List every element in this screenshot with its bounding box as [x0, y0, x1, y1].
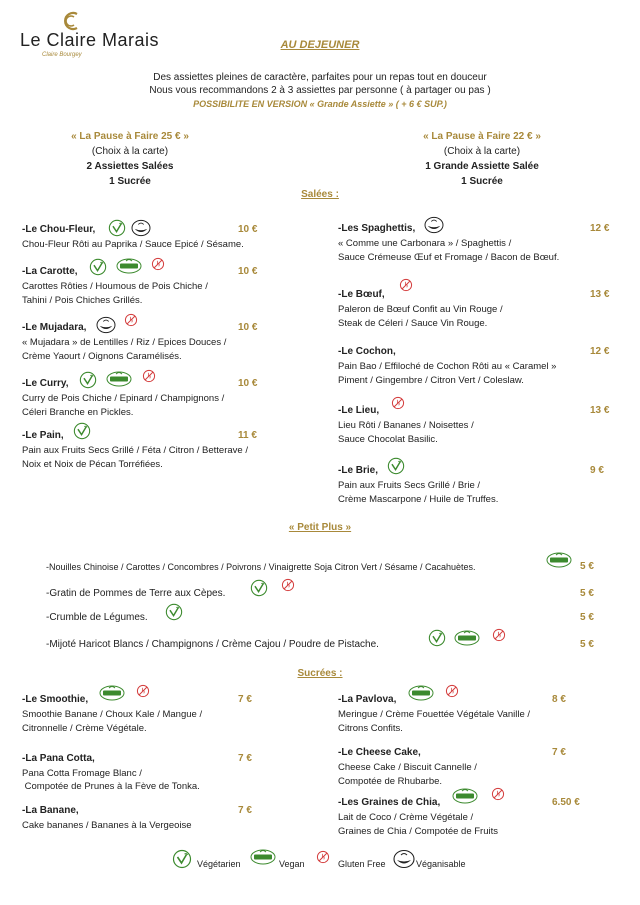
- pause-25-head: « La Pause à Faire 25 € »: [71, 131, 189, 142]
- veganisable-icon: [131, 219, 151, 237]
- pause-22-line2: 1 Sucrée: [461, 176, 503, 187]
- petit-plus-gratin-price: 5 €: [580, 588, 594, 599]
- legend-veganisable-label: Véganisable: [416, 859, 466, 869]
- petit-plus-gratin: -Gratin de Pommes de Terre aux Cèpes.: [46, 588, 226, 599]
- dessert-banane-desc-1: Cake bananes / Bananes à la Vergeoise: [22, 820, 192, 831]
- brand-name: Le Claire Marais: [20, 30, 160, 50]
- pause-22-line1: 1 Grande Assiette Salée: [425, 161, 539, 172]
- dessert-pana-cotta-desc-2: Compotée de Prunes à la Fève de Tonka.: [22, 781, 200, 792]
- dessert-cheese-cake-desc-2: Compotée de Rhubarbe.: [338, 776, 443, 787]
- veganisable-icon: [424, 216, 444, 234]
- dessert-banane-price: 7 €: [238, 805, 252, 816]
- vegan-icon: [116, 258, 142, 274]
- dish-cochon-price: 12 €: [590, 346, 610, 357]
- vegan-icon: [452, 788, 478, 804]
- dish-mujadara-desc-1: « Mujadara » de Lentilles / Riz / Epices Douces /: [22, 337, 227, 348]
- dish-brie-desc-2: Crème Mascarpone / Huile de Truffes.: [338, 494, 499, 505]
- vegetarian-icon: [73, 422, 91, 440]
- dessert-pana-cotta-desc-1: Pana Cotta Fromage Blanc /: [22, 768, 142, 779]
- pause-formula-22: [352, 129, 612, 189]
- dish-curry-name: -Le Curry,: [22, 378, 69, 389]
- dish-chou-fleur-name: -Le Chou-Fleur,: [22, 224, 96, 235]
- legend-veganisable-icon: [393, 849, 415, 869]
- dish-cochon-desc-1: Pain Bao / Effiloché de Cochon Rôti au « Caramel »: [338, 361, 557, 372]
- gluten-free-icon: [398, 277, 414, 293]
- vegetarian-icon: [250, 579, 268, 597]
- legend-vegetarian-icon: [172, 849, 192, 869]
- dessert-cheese-cake-price: 7 €: [552, 747, 566, 758]
- dessert-pavlova-desc-2: Citrons Confits.: [338, 723, 403, 734]
- dish-pain-name: -Le Pain,: [22, 430, 64, 441]
- brand-tagline: Claire Bourgey: [42, 52, 82, 58]
- dish-boeuf-name: -Le Bœuf,: [338, 289, 385, 300]
- pause-22-note: (Choix à la carte): [443, 146, 521, 157]
- vegan-icon: [408, 685, 434, 701]
- intro-line-2: Nous vous recommandons 2 à 3 assiettes par personne ( à partager ou pas ): [149, 85, 491, 96]
- gluten-free-icon: [141, 368, 157, 384]
- dish-lieu-price: 13 €: [590, 405, 610, 416]
- gluten-free-icon: [135, 683, 151, 699]
- petit-plus-mijote: -Mijoté Haricot Blancs / Champignons / Crème Cajou / Poudre de Pistache.: [46, 639, 379, 650]
- dish-lieu-desc-2: Sauce Chocolat Basilic.: [338, 434, 438, 445]
- dessert-pavlova-name: -La Pavlova,: [338, 694, 397, 705]
- pause-25-line2: 1 Sucrée: [109, 176, 151, 187]
- vegetarian-icon: [89, 258, 107, 276]
- section-title-salees: Salées :: [301, 189, 339, 200]
- dish-carotte-desc-2: Tahini / Pois Chiches Grillés.: [22, 295, 143, 306]
- dish-curry-desc-1: Curry de Pois Chiche / Epinard / Champignons /: [22, 393, 225, 404]
- dish-mujadara-desc-2: Crème Yaourt / Oignons Caramélisés.: [22, 351, 182, 362]
- dish-chou-fleur-price: 10 €: [238, 224, 258, 235]
- dish-chou-fleur-desc-1: Chou-Fleur Rôti au Paprika / Sauce Epicé / Sésame.: [22, 239, 244, 250]
- gluten-free-icon: [490, 786, 506, 802]
- section-title-petit-plus: « Petit Plus »: [288, 522, 352, 533]
- brand-logo-icon: [62, 10, 84, 32]
- dessert-smoothie-name: -Le Smoothie,: [22, 694, 89, 705]
- legend-vegan-label: Vegan: [279, 859, 305, 869]
- dish-carotte-price: 10 €: [238, 266, 258, 277]
- dish-spaghettis-desc-1: « Comme une Carbonara » / Spaghettis /: [338, 238, 512, 249]
- dessert-pavlova-desc-1: Meringue / Crème Fouettée Végétale Vanille /: [338, 709, 531, 720]
- pause-formula-25: [0, 129, 260, 189]
- vegetarian-icon: [79, 371, 97, 389]
- dish-boeuf-desc-2: Steak de Céleri / Sauce Vin Rouge.: [338, 318, 488, 329]
- vegan-icon: [106, 371, 132, 387]
- section-title-sucrees: Sucrées :: [297, 668, 343, 679]
- intro-line-3: POSSIBILITE EN VERSION « Grande Assiette » ( + 6 € SUP.): [193, 99, 447, 109]
- dish-brie-price: 9 €: [590, 465, 604, 476]
- vegetarian-icon: [165, 603, 183, 621]
- vegetarian-icon: [387, 457, 405, 475]
- dish-cochon-desc-2: Piment / Gingembre / Citron Vert / Coleslaw.: [338, 375, 524, 386]
- dish-curry-desc-2: Céleri Branche en Pickles.: [22, 407, 134, 418]
- dish-pain-price: 11 €: [238, 430, 257, 441]
- dessert-pavlova-price: 8 €: [552, 694, 566, 705]
- dish-curry-price: 10 €: [238, 378, 258, 389]
- vegan-icon: [546, 552, 572, 568]
- gluten-free-icon: [390, 395, 406, 411]
- dish-carotte-desc-1: Carottes Rôties / Houmous de Pois Chiche /: [22, 281, 208, 292]
- veganisable-icon: [96, 316, 116, 334]
- petit-plus-crumble: -Crumble de Légumes.: [46, 612, 148, 623]
- dessert-chia-desc-2: Graines de Chia / Compotée de Fruits: [338, 826, 498, 837]
- dessert-cheese-cake-name: -Le Cheese Cake,: [338, 747, 421, 758]
- dish-pain-desc-2: Noix et Noix de Pécan Torréfiées.: [22, 459, 163, 470]
- dish-brie-desc-1: Pain aux Fruits Secs Grillé / Brie /: [338, 480, 481, 491]
- legend-vegan-icon: [250, 849, 276, 865]
- dish-mujadara-price: 10 €: [238, 322, 258, 333]
- dish-pain-desc-1: Pain aux Fruits Secs Grillé / Féta / Citron / Betterave /: [22, 445, 248, 456]
- pause-25-note: (Choix à la carte): [91, 146, 169, 157]
- dish-spaghettis-price: 12 €: [590, 223, 610, 234]
- dish-mujadara-name: -Le Mujadara,: [22, 322, 87, 333]
- dessert-chia-desc-1: Lait de Coco / Crème Végétale /: [338, 812, 474, 823]
- gluten-free-icon: [123, 312, 139, 328]
- dessert-smoothie-desc-1: Smoothie Banane / Choux Kale / Mangue /: [22, 709, 203, 720]
- dessert-chia-name: -Les Graines de Chia,: [338, 797, 441, 808]
- legend-gluten-free-label: Gluten Free: [338, 859, 386, 869]
- dish-spaghettis-desc-2: Sauce Crémeuse Œuf et Fromage / Bacon de Bœuf.: [338, 252, 560, 263]
- dish-lieu-name: -Le Lieu,: [338, 405, 380, 416]
- dessert-pana-cotta-name: -La Pana Cotta,: [22, 753, 95, 764]
- gluten-free-icon: [444, 683, 460, 699]
- pause-25-line1: 2 Assiettes Salées: [86, 161, 174, 172]
- dish-lieu-desc-1: Lieu Rôti / Bananes / Noisettes /: [338, 420, 474, 431]
- vegetarian-icon: [108, 219, 126, 237]
- vegetarian-icon: [428, 629, 446, 647]
- vegan-icon: [99, 685, 125, 701]
- dish-boeuf-desc-1: Paleron de Bœuf Confit au Vin Rouge /: [338, 304, 503, 315]
- pause-22-head: « La Pause à Faire 22 € »: [423, 131, 541, 142]
- dish-boeuf-price: 13 €: [590, 289, 610, 300]
- dessert-chia-price: 6.50 €: [552, 797, 580, 808]
- gluten-free-icon: [150, 256, 166, 272]
- legend-gluten-free-icon: [315, 849, 331, 865]
- vegan-icon: [454, 630, 480, 646]
- dessert-pana-cotta-price: 7 €: [238, 753, 252, 764]
- dish-brie-name: -Le Brie,: [338, 465, 379, 476]
- dish-spaghettis-name: -Les Spaghettis,: [338, 223, 416, 234]
- dessert-smoothie-price: 7 €: [238, 694, 252, 705]
- dish-cochon-name: -Le Cochon,: [338, 346, 396, 357]
- petit-plus-nouilles: -Nouilles Chinoise / Carottes / Concombres / Poivrons / Vinaigrette Soja Citron Vert / Sésame / Cacahuètes.: [46, 562, 476, 572]
- legend-vegetarian-label: Végétarien: [197, 859, 241, 869]
- dish-carotte-name: -La Carotte,: [22, 266, 78, 277]
- gluten-free-icon: [491, 627, 507, 643]
- petit-plus-mijote-price: 5 €: [580, 639, 594, 650]
- petit-plus-crumble-price: 5 €: [580, 612, 594, 623]
- petit-plus-nouilles-price: 5 €: [580, 561, 594, 572]
- dessert-smoothie-desc-2: Citronnelle / Crème Végétale.: [22, 723, 147, 734]
- dessert-cheese-cake-desc-1: Cheese Cake / Biscuit Cannelle /: [338, 762, 477, 773]
- page-title: AU DEJEUNER: [280, 39, 360, 51]
- dessert-banane-name: -La Banane,: [22, 805, 79, 816]
- intro-line-1: Des assiettes pleines de caractère, parfaites pour un repas tout en douceur: [153, 72, 487, 83]
- gluten-free-icon: [280, 577, 296, 593]
